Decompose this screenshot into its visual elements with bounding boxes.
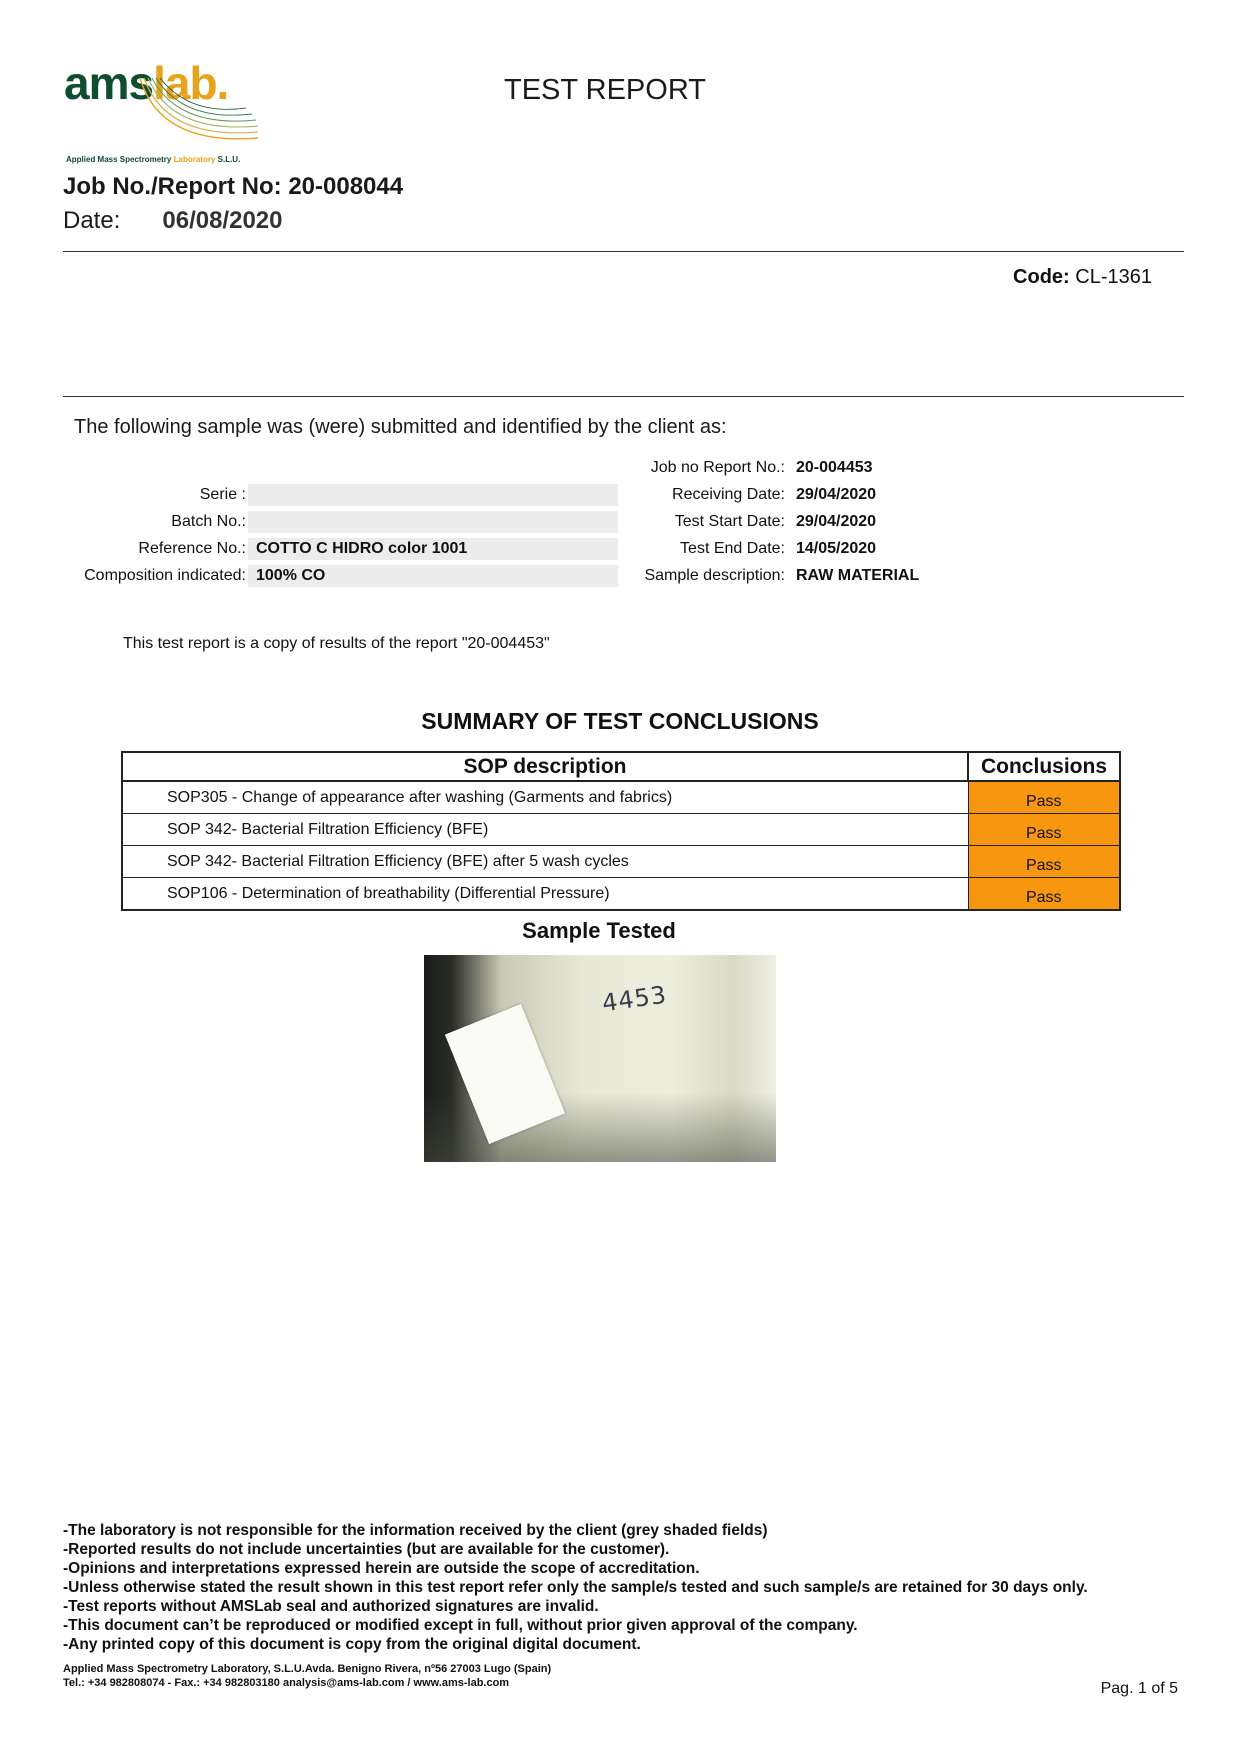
serie-label: Serie : bbox=[199, 486, 246, 503]
receiving-date-label: Receiving Date: bbox=[672, 486, 785, 503]
receiving-date-value: 29/04/2020 bbox=[796, 486, 877, 503]
logo-text-ams: ams bbox=[64, 57, 154, 109]
disclaimer-line: -Reported results do not include uncertainties (but are available for the customer). bbox=[63, 1541, 670, 1558]
disclaimer-line: -Any printed copy of this document is copy from the original digital document. bbox=[63, 1636, 641, 1653]
disclaimers bbox=[63, 1521, 1088, 1654]
conclusion-badge: Pass bbox=[968, 878, 1120, 911]
sample-description-value: RAW MATERIAL bbox=[796, 567, 920, 584]
info-row-job-report bbox=[0, 457, 1240, 479]
logo-subtitle bbox=[66, 155, 240, 164]
code-value: CL-1361 bbox=[1075, 266, 1152, 288]
disclaimer-line: -Opinions and interpretations expressed herein are outside the scope of accreditation. bbox=[63, 1560, 700, 1577]
summary-title: SUMMARY OF TEST CONCLUSIONS bbox=[421, 708, 819, 734]
batch-value bbox=[248, 511, 618, 533]
batch-label: Batch No.: bbox=[171, 513, 246, 530]
job-report-label: Job no Report No.: bbox=[650, 459, 785, 476]
copy-note: This test report is a copy of results of the report "20-004453" bbox=[123, 635, 550, 652]
info-row-reference bbox=[0, 538, 1240, 560]
divider-middle bbox=[63, 396, 1184, 397]
table-header-row bbox=[122, 752, 1120, 781]
sample-description-label: Sample description: bbox=[644, 567, 785, 584]
reference-value: COTTO C HIDRO color 1001 bbox=[248, 538, 618, 560]
table-row bbox=[122, 781, 1120, 814]
contact-line: Tel.: +34 982808074 - Fax.: +34 982803180 analysis@ams-lab.com / www.ams-lab.com bbox=[63, 1677, 510, 1689]
col-sop-description: SOP description bbox=[122, 752, 968, 781]
disclaimer-line: -This document can’t be reproduced or modified except in full, without prior given approval of the company. bbox=[63, 1617, 858, 1634]
info-row-batch bbox=[0, 511, 1240, 533]
logo-sub-a: Applied Mass Spectrometry bbox=[66, 155, 172, 164]
table-row bbox=[122, 814, 1120, 846]
report-date bbox=[63, 207, 283, 235]
disclaimer-line: -Unless otherwise stated the result shown in this test report refer only the sample/s tested and such sample/s are retained for 30 days only. bbox=[63, 1579, 1088, 1596]
sample-tested-title: Sample Tested bbox=[522, 918, 676, 943]
address-line: Applied Mass Spectrometry Laboratory, S.L.U.Avda. Benigno Rivera, nº56 27003 Lugo (Spain) bbox=[63, 1663, 552, 1675]
test-start-date-label: Test Start Date: bbox=[674, 513, 785, 530]
disclaimer-line: -The laboratory is not responsible for the information received by the client (grey shaded fields) bbox=[63, 1522, 768, 1539]
table-row bbox=[122, 846, 1120, 878]
test-end-date-value: 14/05/2020 bbox=[796, 540, 877, 557]
col-conclusions: Conclusions bbox=[968, 752, 1120, 781]
reference-label: Reference No.: bbox=[138, 540, 246, 557]
sop-description: SOP305 - Change of appearance after washing (Garments and fabrics) bbox=[122, 781, 968, 814]
date-value: 06/08/2020 bbox=[162, 207, 283, 234]
composition-value: 100% CO bbox=[248, 565, 618, 587]
company-address bbox=[63, 1662, 551, 1690]
info-row-serie bbox=[0, 484, 1240, 506]
photo-handwritten-number: 4453 bbox=[600, 980, 669, 1018]
sop-description: SOP 342- Bacterial Filtration Efficiency (BFE) after 5 wash cycles bbox=[122, 846, 968, 878]
info-row-composition bbox=[0, 565, 1240, 587]
summary-table bbox=[121, 751, 1121, 911]
document-title: TEST REPORT bbox=[504, 74, 706, 106]
report-code bbox=[1013, 266, 1152, 289]
sample-photo bbox=[424, 955, 776, 1162]
code-label: Code: bbox=[1013, 266, 1070, 288]
conclusion-badge: Pass bbox=[968, 781, 1120, 814]
serie-value bbox=[248, 484, 618, 506]
logo-sub-b: Laboratory bbox=[173, 155, 216, 164]
test-end-date-label: Test End Date: bbox=[680, 540, 785, 557]
disclaimer-line: -Test reports without AMSLab seal and authorized signatures are invalid. bbox=[63, 1598, 599, 1615]
sop-description: SOP106 - Determination of breathability (Differential Pressure) bbox=[122, 878, 968, 911]
table-row bbox=[122, 878, 1120, 911]
job-report-value: 20-004453 bbox=[796, 459, 873, 476]
logo-text-lab: lab. bbox=[153, 57, 229, 109]
date-label: Date: bbox=[63, 207, 121, 234]
logo-arcs-icon bbox=[140, 76, 260, 156]
divider-top bbox=[63, 251, 1184, 252]
conclusion-badge: Pass bbox=[968, 846, 1120, 878]
composition-label: Composition indicated: bbox=[84, 567, 246, 584]
logo-sub-c: S.L.U. bbox=[217, 155, 241, 164]
test-start-date-value: 29/04/2020 bbox=[796, 513, 877, 530]
page-number: Pag. 1 of 5 bbox=[1100, 1680, 1178, 1697]
sop-description: SOP 342- Bacterial Filtration Efficiency (BFE) bbox=[122, 814, 968, 846]
sample-intro: The following sample was (were) submitted and identified by the client as: bbox=[74, 416, 727, 438]
conclusion-badge: Pass bbox=[968, 814, 1120, 846]
job-report-number: Job No./Report No: 20-008044 bbox=[63, 173, 404, 200]
